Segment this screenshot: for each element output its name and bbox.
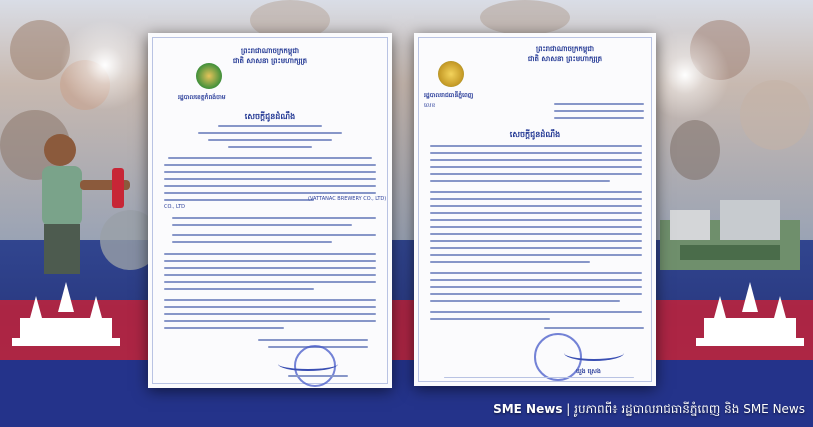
text-line <box>430 240 642 242</box>
date-line <box>544 327 644 329</box>
text-line <box>430 311 642 313</box>
text-line <box>430 145 642 147</box>
reference-label: លេខ <box>424 102 436 109</box>
text-line <box>164 260 376 262</box>
text-line <box>172 234 376 236</box>
text-line <box>430 166 642 168</box>
text-line <box>208 139 332 141</box>
text-line <box>172 241 332 243</box>
document-title: សេចក្តីជូនដំណឹង <box>509 130 561 139</box>
kingdom-heading: ព្រះរាជាណាចក្រកម្ពុជា <box>535 45 594 53</box>
caption-brand: SME News <box>493 402 563 416</box>
provincial-logo-icon <box>196 63 222 89</box>
kingdom-heading: ព្រះរាជាណាចក្រកម្ពុជា <box>240 47 299 55</box>
motto-heading: ជាតិ សាសនា ព្រះមហាក្សត្រ <box>232 57 308 65</box>
capital-logo-icon <box>438 61 464 87</box>
text-line <box>228 146 312 148</box>
text-line <box>168 157 372 159</box>
date-line <box>554 117 644 119</box>
text-line <box>430 173 642 175</box>
text-line <box>164 267 376 269</box>
document-title: សេចក្តីជូនដំណឹង <box>244 112 296 121</box>
text-line <box>164 164 376 166</box>
signer-line <box>288 375 348 377</box>
text-line <box>164 288 314 290</box>
text-line <box>430 300 620 302</box>
text-line <box>172 217 376 219</box>
company-name-suffix: CO., LTD <box>164 204 185 210</box>
text-line <box>164 306 376 308</box>
text-line <box>430 180 610 182</box>
text-line <box>430 219 642 221</box>
crowd-figure <box>740 80 810 150</box>
text-line <box>430 254 642 256</box>
caption-text: រូបភាពពី៖ រដ្ឋបាលរាជធានីភ្នំពេញ និង SME News <box>574 402 805 416</box>
text-line <box>430 286 642 288</box>
notice-document-right <box>414 33 656 386</box>
text-line <box>430 233 642 235</box>
issuer-name: រដ្ឋបាលរាជធានីភ្នំពេញ <box>424 92 474 99</box>
signature-icon <box>564 345 624 361</box>
signature-icon <box>278 357 338 371</box>
date-line <box>554 103 644 105</box>
text-line <box>218 125 322 127</box>
footer-line <box>444 377 634 378</box>
text-line <box>172 224 352 226</box>
angkor-wat-left <box>6 282 126 352</box>
text-line <box>164 192 376 194</box>
notice-document-left <box>148 33 392 388</box>
building-model <box>650 190 810 280</box>
caption-separator: | <box>562 402 575 416</box>
text-line <box>430 318 550 320</box>
text-line <box>164 185 376 187</box>
date-line <box>258 339 368 341</box>
text-line <box>430 293 642 295</box>
motto-heading: ជាតិ សាសនា ព្រះមហាក្សត្រ <box>527 55 603 63</box>
issuer-name: រដ្ឋបាលខេត្តកំពង់ចាម <box>178 94 226 101</box>
text-line <box>164 199 314 201</box>
text-line <box>164 274 376 276</box>
crowd-figure <box>670 120 720 180</box>
worker-figure <box>20 120 150 280</box>
text-line <box>164 320 376 322</box>
text-line <box>164 178 376 180</box>
text-line <box>430 272 642 274</box>
text-line <box>430 247 642 249</box>
text-line <box>430 191 642 193</box>
text-line <box>430 198 642 200</box>
date-line <box>554 110 644 112</box>
angkor-wat-right <box>690 282 810 352</box>
firework-burst <box>60 20 150 110</box>
text-line <box>164 171 376 173</box>
text-line <box>164 281 376 283</box>
document-border <box>152 37 388 384</box>
text-line <box>164 313 376 315</box>
text-line <box>164 327 284 329</box>
text-line <box>430 226 642 228</box>
signer-name: ឃួង ស្រេង <box>576 368 601 375</box>
text-line <box>430 279 642 281</box>
document-border <box>418 37 652 382</box>
company-name: (VATTANAC BREWERY CO., LTD) <box>308 196 387 202</box>
photo-caption <box>493 401 805 419</box>
text-line <box>430 152 642 154</box>
text-line <box>164 299 376 301</box>
text-line <box>430 205 642 207</box>
text-line <box>430 212 642 214</box>
text-line <box>430 261 590 263</box>
text-line <box>198 132 342 134</box>
text-line <box>164 253 376 255</box>
crowd-figure <box>480 0 570 35</box>
text-line <box>430 159 642 161</box>
